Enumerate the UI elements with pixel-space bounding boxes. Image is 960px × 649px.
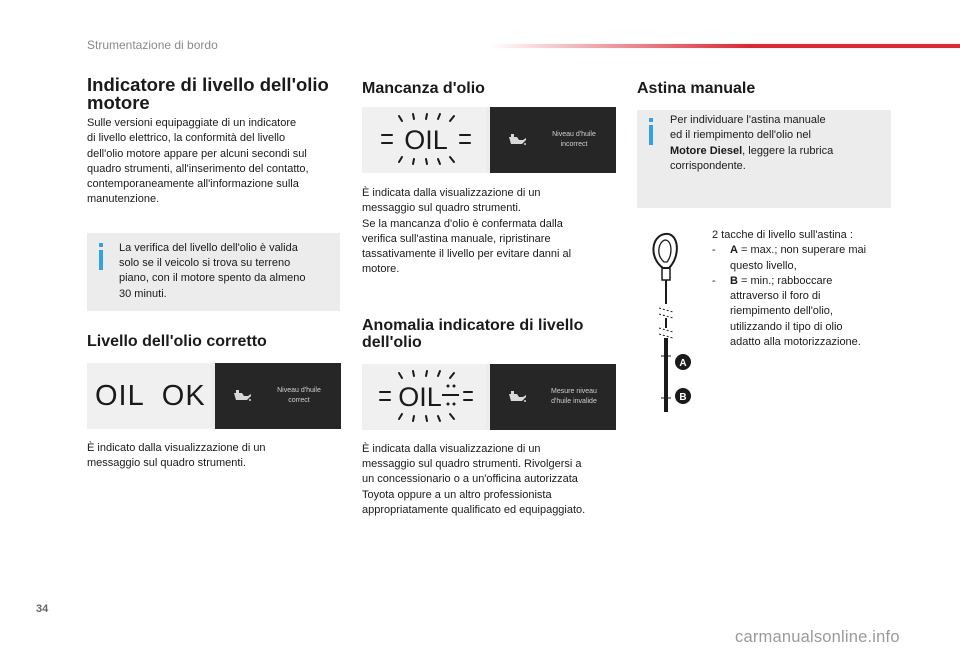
oil-can-icon <box>507 390 527 404</box>
info-icon <box>99 243 103 270</box>
display-screen <box>362 107 486 173</box>
column-oil-lack <box>362 76 616 518</box>
display-screen-text: OIL OK <box>95 379 206 412</box>
subsection-title-correct: Livello dell'olio corretto <box>87 332 267 350</box>
display-screen-text: OIL <box>398 381 442 412</box>
info-note-level-check: La verifica del livello dell'olio è valida solo se il veicolo si trova su terreno piano, con il motore spento da almeno 30 minuti. <box>87 233 340 311</box>
panel-message: Niveau d'huile correct <box>277 386 321 404</box>
fault-description: È indicata dalla visualizzazione di un messaggio sul quadro strumenti. Rivolgersi a un concessionario o a un'officina autorizzata Toyota oppure a un altro professionista appropriatamente qualificato ed equipaggiato. <box>362 442 586 516</box>
display-screen <box>87 363 211 429</box>
message-panel <box>215 363 341 429</box>
watermark: carmanualsonline.info <box>735 628 900 646</box>
column-dipstick <box>637 76 891 418</box>
intro-paragraph: Sulle versioni equipaggiate di un indicatore di livello elettrico, la conformità del livello dell'olio motore appare per alcuni secondi sul quadro strumenti, all'inserimento del contatto, contemporaneamente all'informazione sulla manutenzione. <box>87 117 309 206</box>
svg-text:A: A <box>679 358 687 369</box>
oil-can-icon <box>507 133 527 147</box>
diesel-engine-term: Motore Diesel <box>670 144 743 157</box>
display-screen-text: OIL <box>404 125 448 155</box>
oil-can-icon <box>232 389 252 403</box>
section-title-oil-indicator: Indicatore di livello dell'olio motore <box>87 74 329 113</box>
display-screen <box>362 364 486 430</box>
dipstick-illustration <box>637 228 707 418</box>
info-note-diesel: Per individuare l'astina manuale ed il riempimento dell'olio nel Motore Diesel, leggere la rubrica corrispondente. <box>637 110 891 208</box>
dipstick-section <box>637 228 891 418</box>
display-oil-fault <box>362 364 616 430</box>
lack-description: È indicata dalla visualizzazione di un messaggio sul quadro strumenti. Se la mancanza d'olio è confermata dalla verifica sull'astina manuale, ripristinare tassativamente il livello per evitare danni al motore. <box>362 187 572 276</box>
panel-message: Niveau d'huile incorrect <box>552 131 596 148</box>
mark-a-item: - A = max.; non superare mai questo livello, <box>712 244 867 272</box>
section-title-lack: Mancanza d'olio <box>362 80 485 97</box>
oil-warning-symbol <box>362 107 486 173</box>
svg-text:B: B <box>679 392 687 403</box>
display-oil-lack <box>362 107 616 173</box>
column-oil-level-indicator <box>87 76 340 471</box>
dipstick-marks-text: 2 tacche di livello sull'astina : - A = max.; non superare mai questo livello, - B = min.; rabboccare attraverso il foro di riempimento dell'olio, utilizzando il tipo di olio adatto alla motorizzazione. <box>712 228 892 350</box>
oil-fault-symbol <box>362 364 486 430</box>
message-panel <box>490 107 616 173</box>
header-accent-bar <box>490 44 960 48</box>
message-panel <box>490 364 616 430</box>
section-title-fault: Anomalia indicatore di livello dell'olio <box>362 316 584 351</box>
page-number: 34 <box>36 603 49 615</box>
info-icon <box>649 118 653 145</box>
running-header: Strumentazione di bordo <box>87 38 218 52</box>
display-oil-ok <box>87 363 341 429</box>
section-title-dipstick: Astina manuale <box>637 80 756 97</box>
correct-description: È indicato dalla visualizzazione di un messaggio sul quadro strumenti. <box>87 441 266 470</box>
panel-message: Mesure niveau d'huile invalide <box>551 387 597 405</box>
mark-b-item: - B = min.; rabboccare attraverso il foro di riempimento dell'olio, utilizzando il tipo di olio adatto alla motorizzazione. <box>712 274 861 349</box>
